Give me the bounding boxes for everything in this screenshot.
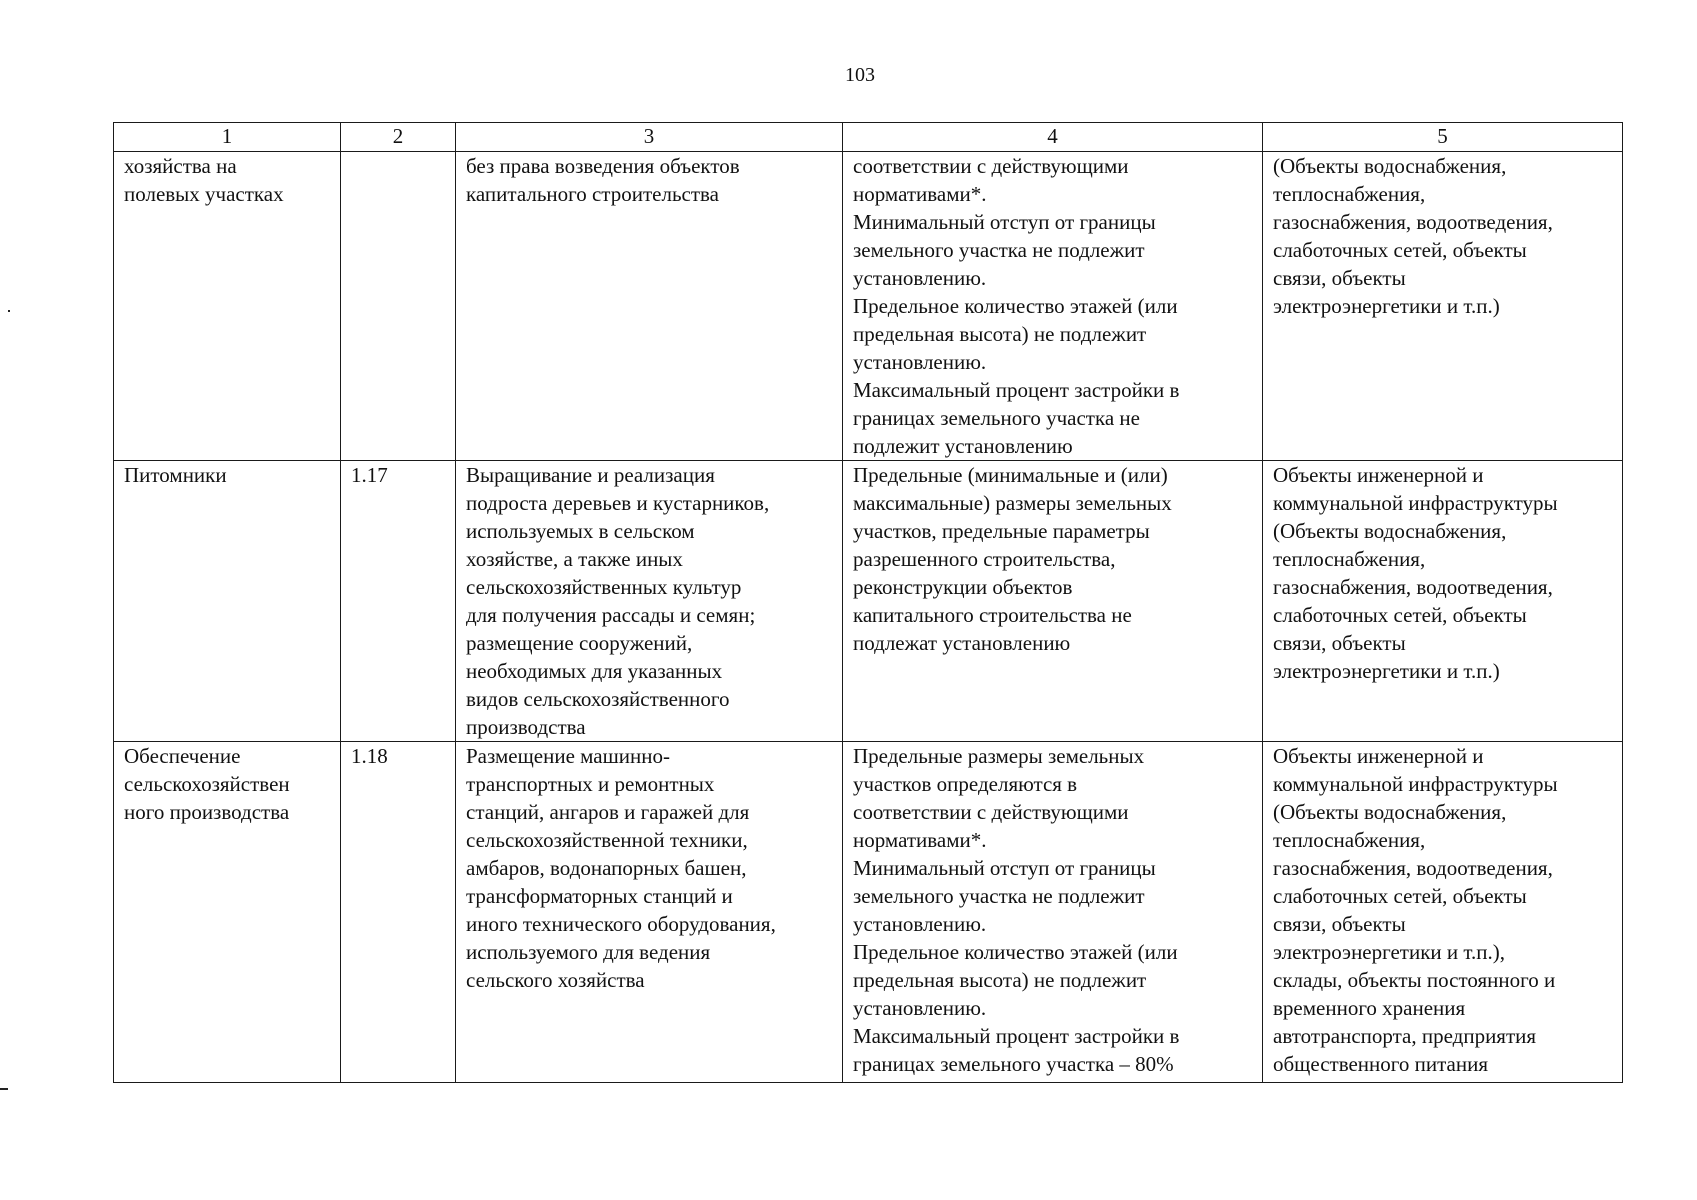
building-parameters-cell: Предельные размеры земельных участков определяются в соответствии с действующими нормативами*. Минимальный отступ от границы земельного участка не подлежит установлению. Предельное количество этажей (или предельная высота) не подлежит установлению. Максимальный процент застройки в границах земельного участка – 80%: [843, 742, 1263, 1083]
land-use-code-cell: 1.17: [341, 461, 456, 742]
auxiliary-uses-cell: Объекты инженерной и коммунальной инфраструктуры (Объекты водоснабжения, теплоснабжения, газоснабжения, водоотведения, слаботочных сетей, объекты связи, объекты электроэнергетики и т.п.): [1263, 461, 1623, 742]
land-use-name-cell: Обеспечение сельскохозяйствен ного производства: [114, 742, 341, 1083]
page-number: 103: [845, 64, 875, 86]
regulations-table: [113, 122, 1623, 1083]
auxiliary-uses-cell: Объекты инженерной и коммунальной инфраструктуры (Объекты водоснабжения, теплоснабжения, газоснабжения, водоотведения, слаботочных сетей, объекты связи, объекты электроэнергетики и т.п.), склады, объекты постоянного и временного хранения автотранспорта, предприятия общественного питания: [1263, 742, 1623, 1083]
margin-mark-bottom-left: [0, 1088, 8, 1090]
land-use-description-cell: без права возведения объектов капитального строительства: [456, 152, 843, 461]
table-header-row: [114, 123, 1623, 152]
margin-mark-left: [8, 310, 10, 312]
column-header-4: 4: [843, 123, 1263, 152]
column-header-5: 5: [1263, 123, 1623, 152]
column-header-2: 2: [341, 123, 456, 152]
column-header-3: 3: [456, 123, 843, 152]
table-row: [114, 152, 1623, 461]
column-header-1: 1: [114, 123, 341, 152]
table-row: [114, 742, 1623, 1083]
land-use-name-cell: Питомники: [114, 461, 341, 742]
land-use-description-cell: Выращивание и реализация подроста деревьев и кустарников, используемых в сельском хозяйстве, а также иных сельскохозяйственных культур для получения рассады и семян; размещение сооружений, необходимых для указанных видов сельскохозяйственного производства: [456, 461, 843, 742]
land-use-description-cell: Размещение машинно- транспортных и ремонтных станций, ангаров и гаражей для сельскохозяйственной техники, амбаров, водонапорных башен, трансформаторных станций и иного технического оборудования, используемого для ведения сельского хозяйства: [456, 742, 843, 1083]
land-use-code-cell: 1.18: [341, 742, 456, 1083]
building-parameters-cell: соответствии с действующими нормативами*. Минимальный отступ от границы земельного участка не подлежит установлению. Предельное количество этажей (или предельная высота) не подлежит установлению. Максимальный процент застройки в границах земельного участка не подлежит установлению: [843, 152, 1263, 461]
table-row: [114, 461, 1623, 742]
land-use-name-cell: хозяйства на полевых участках: [114, 152, 341, 461]
auxiliary-uses-cell: (Объекты водоснабжения, теплоснабжения, газоснабжения, водоотведения, слаботочных сетей, объекты связи, объекты электроэнергетики и т.п.): [1263, 152, 1623, 461]
building-parameters-cell: Предельные (минимальные и (или) максимальные) размеры земельных участков, предельные параметры разрешенного строительства, реконструкции объектов капитального строительства не подлежат установлению: [843, 461, 1263, 742]
land-use-code-cell: [341, 152, 456, 461]
